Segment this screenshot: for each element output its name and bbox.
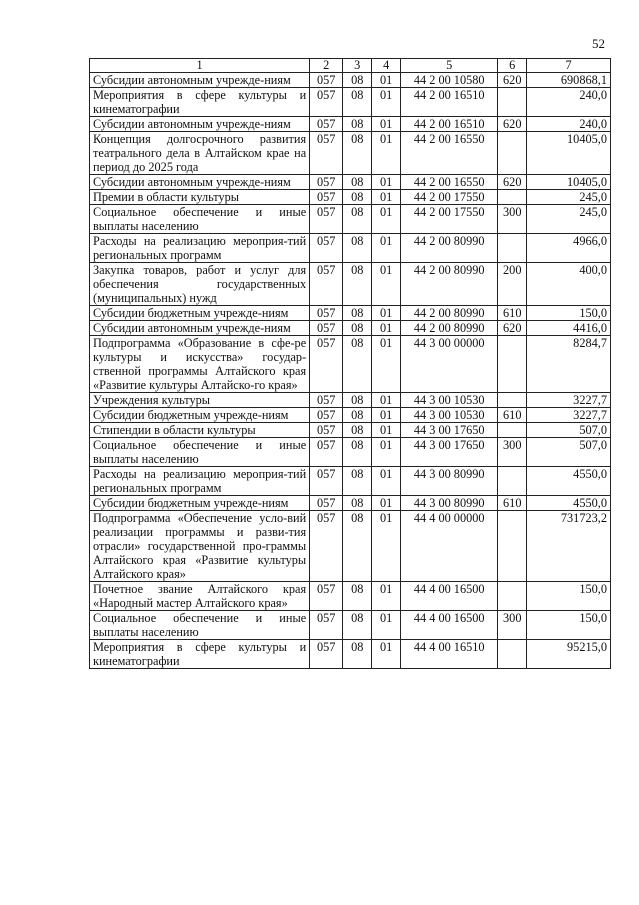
table-row	[90, 263, 611, 306]
page-number: 52	[592, 36, 605, 51]
target-article-code: 44 4 00 16500	[401, 611, 498, 640]
expense-type-code	[498, 132, 527, 175]
table-row	[90, 73, 611, 88]
subsection-code: 01	[372, 336, 401, 393]
expense-type-code: 620	[498, 175, 527, 190]
section-code: 08	[343, 582, 372, 611]
expense-type-code: 300	[498, 611, 527, 640]
table-row	[90, 640, 611, 669]
target-article-code: 44 3 00 10530	[401, 393, 498, 408]
subsection-code: 01	[372, 511, 401, 582]
subsection-code: 01	[372, 423, 401, 438]
table-row	[90, 132, 611, 175]
subsection-code: 01	[372, 117, 401, 132]
column-header: 2	[310, 59, 343, 73]
table-row	[90, 336, 611, 393]
amount: 10405,0	[527, 175, 611, 190]
table-row	[90, 205, 611, 234]
section-code: 08	[343, 393, 372, 408]
table-row	[90, 393, 611, 408]
target-article-code: 44 4 00 16500	[401, 582, 498, 611]
subsection-code: 01	[372, 205, 401, 234]
subsection-code: 01	[372, 321, 401, 336]
subsection-code: 01	[372, 496, 401, 511]
expense-type-code: 300	[498, 205, 527, 234]
ministry-code: 057	[310, 408, 343, 423]
table-row	[90, 190, 611, 205]
budget-table	[89, 58, 611, 669]
section-code: 08	[343, 175, 372, 190]
expense-type-code: 620	[498, 73, 527, 88]
target-article-code: 44 2 00 16510	[401, 88, 498, 117]
subsection-code: 01	[372, 175, 401, 190]
expense-type-code: 610	[498, 496, 527, 511]
item-name: Подпрограмма «Обеспечение усло-вий реализации программы и разви-тия отрасли» государственной про-граммы Алтайского края «Развитие культуры Алтайского края»	[90, 511, 310, 582]
item-name: Субсидии бюджетным учрежде-ниям	[90, 408, 310, 423]
item-name: Субсидии автономным учрежде-ниям	[90, 321, 310, 336]
section-code: 08	[343, 640, 372, 669]
subsection-code: 01	[372, 132, 401, 175]
item-name: Расходы на реализацию мероприя-тий региональных программ	[90, 467, 310, 496]
expense-type-code	[498, 234, 527, 263]
section-code: 08	[343, 73, 372, 88]
amount: 4550,0	[527, 467, 611, 496]
amount: 240,0	[527, 88, 611, 117]
amount: 507,0	[527, 438, 611, 467]
item-name: Социальное обеспечение и иные выплаты населению	[90, 205, 310, 234]
ministry-code: 057	[310, 88, 343, 117]
subsection-code: 01	[372, 611, 401, 640]
column-header: 7	[527, 59, 611, 73]
section-code: 08	[343, 190, 372, 205]
column-header: 6	[498, 59, 527, 73]
ministry-code: 057	[310, 234, 343, 263]
section-code: 08	[343, 321, 372, 336]
ministry-code: 057	[310, 175, 343, 190]
item-name: Мероприятия в сфере культуры и кинематографии	[90, 640, 310, 669]
target-article-code: 44 2 00 16550	[401, 175, 498, 190]
amount: 400,0	[527, 263, 611, 306]
target-article-code: 44 3 00 80990	[401, 467, 498, 496]
amount: 150,0	[527, 306, 611, 321]
table-row	[90, 467, 611, 496]
table-header-row	[90, 59, 611, 73]
ministry-code: 057	[310, 393, 343, 408]
section-code: 08	[343, 88, 372, 117]
amount: 150,0	[527, 611, 611, 640]
section-code: 08	[343, 611, 372, 640]
ministry-code: 057	[310, 640, 343, 669]
table-row	[90, 511, 611, 582]
item-name: Стипендии в области культуры	[90, 423, 310, 438]
column-header: 3	[343, 59, 372, 73]
section-code: 08	[343, 408, 372, 423]
section-code: 08	[343, 117, 372, 132]
ministry-code: 057	[310, 423, 343, 438]
amount: 4966,0	[527, 234, 611, 263]
section-code: 08	[343, 467, 372, 496]
ministry-code: 057	[310, 438, 343, 467]
item-name: Субсидии бюджетным учрежде-ниям	[90, 306, 310, 321]
target-article-code: 44 3 00 17650	[401, 423, 498, 438]
expense-type-code	[498, 190, 527, 205]
ministry-code: 057	[310, 336, 343, 393]
target-article-code: 44 4 00 16510	[401, 640, 498, 669]
item-name: Социальное обеспечение и иные выплаты населению	[90, 611, 310, 640]
expense-type-code	[498, 640, 527, 669]
section-code: 08	[343, 496, 372, 511]
amount: 245,0	[527, 190, 611, 205]
subsection-code: 01	[372, 467, 401, 496]
table-row	[90, 306, 611, 321]
amount: 240,0	[527, 117, 611, 132]
section-code: 08	[343, 205, 372, 234]
subsection-code: 01	[372, 263, 401, 306]
subsection-code: 01	[372, 408, 401, 423]
ministry-code: 057	[310, 496, 343, 511]
expense-type-code	[498, 88, 527, 117]
subsection-code: 01	[372, 190, 401, 205]
ministry-code: 057	[310, 582, 343, 611]
ministry-code: 057	[310, 205, 343, 234]
expense-type-code	[498, 393, 527, 408]
target-article-code: 44 3 00 80990	[401, 496, 498, 511]
ministry-code: 057	[310, 321, 343, 336]
table-row	[90, 582, 611, 611]
target-article-code: 44 3 00 10530	[401, 408, 498, 423]
target-article-code: 44 2 00 80990	[401, 234, 498, 263]
item-name: Субсидии автономным учрежде-ниям	[90, 117, 310, 132]
amount: 3227,7	[527, 393, 611, 408]
amount: 507,0	[527, 423, 611, 438]
ministry-code: 057	[310, 132, 343, 175]
item-name: Закупка товаров, работ и услуг для обеспечения государственных (муниципальных) нужд	[90, 263, 310, 306]
section-code: 08	[343, 511, 372, 582]
item-name: Учреждения культуры	[90, 393, 310, 408]
subsection-code: 01	[372, 73, 401, 88]
ministry-code: 057	[310, 117, 343, 132]
table-row	[90, 611, 611, 640]
expense-type-code: 300	[498, 438, 527, 467]
column-header: 4	[372, 59, 401, 73]
expense-type-code	[498, 511, 527, 582]
expense-type-code: 620	[498, 117, 527, 132]
ministry-code: 057	[310, 73, 343, 88]
amount: 3227,7	[527, 408, 611, 423]
subsection-code: 01	[372, 393, 401, 408]
item-name: Субсидии бюджетным учрежде-ниям	[90, 496, 310, 511]
subsection-code: 01	[372, 640, 401, 669]
target-article-code: 44 2 00 16550	[401, 132, 498, 175]
table-row	[90, 321, 611, 336]
amount: 8284,7	[527, 336, 611, 393]
ministry-code: 057	[310, 511, 343, 582]
column-header: 1	[90, 59, 310, 73]
target-article-code: 44 2 00 80990	[401, 263, 498, 306]
table-row	[90, 423, 611, 438]
table-row	[90, 408, 611, 423]
item-name: Субсидии автономным учрежде-ниям	[90, 175, 310, 190]
expense-type-code: 610	[498, 306, 527, 321]
table-row	[90, 88, 611, 117]
section-code: 08	[343, 306, 372, 321]
ministry-code: 057	[310, 467, 343, 496]
amount: 4550,0	[527, 496, 611, 511]
subsection-code: 01	[372, 234, 401, 263]
column-header: 5	[401, 59, 498, 73]
section-code: 08	[343, 263, 372, 306]
section-code: 08	[343, 336, 372, 393]
target-article-code: 44 3 00 00000	[401, 336, 498, 393]
amount: 150,0	[527, 582, 611, 611]
expense-type-code	[498, 336, 527, 393]
expense-type-code	[498, 467, 527, 496]
item-name: Концепция долгосрочного развития театрального дела в Алтайском крае на период до 2025 года	[90, 132, 310, 175]
target-article-code: 44 2 00 17550	[401, 190, 498, 205]
table-row	[90, 234, 611, 263]
table-row	[90, 175, 611, 190]
subsection-code: 01	[372, 88, 401, 117]
expense-type-code: 200	[498, 263, 527, 306]
item-name: Почетное звание Алтайского края «Народный мастер Алтайского края»	[90, 582, 310, 611]
table-row	[90, 496, 611, 511]
amount: 95215,0	[527, 640, 611, 669]
section-code: 08	[343, 132, 372, 175]
target-article-code: 44 4 00 00000	[401, 511, 498, 582]
amount: 245,0	[527, 205, 611, 234]
target-article-code: 44 2 00 10580	[401, 73, 498, 88]
amount: 10405,0	[527, 132, 611, 175]
item-name: Мероприятия в сфере культуры и кинематографии	[90, 88, 310, 117]
target-article-code: 44 2 00 80990	[401, 321, 498, 336]
item-name: Субсидии автономным учрежде-ниям	[90, 73, 310, 88]
item-name: Социальное обеспечение и иные выплаты населению	[90, 438, 310, 467]
table-row	[90, 438, 611, 467]
amount: 4416,0	[527, 321, 611, 336]
expense-type-code	[498, 423, 527, 438]
ministry-code: 057	[310, 190, 343, 205]
subsection-code: 01	[372, 306, 401, 321]
target-article-code: 44 2 00 16510	[401, 117, 498, 132]
target-article-code: 44 2 00 80990	[401, 306, 498, 321]
subsection-code: 01	[372, 582, 401, 611]
ministry-code: 057	[310, 306, 343, 321]
expense-type-code	[498, 582, 527, 611]
section-code: 08	[343, 234, 372, 263]
amount: 690868,1	[527, 73, 611, 88]
target-article-code: 44 3 00 17650	[401, 438, 498, 467]
amount: 731723,2	[527, 511, 611, 582]
target-article-code: 44 2 00 17550	[401, 205, 498, 234]
table-row	[90, 117, 611, 132]
ministry-code: 057	[310, 611, 343, 640]
expense-type-code: 610	[498, 408, 527, 423]
item-name: Подпрограмма «Образование в сфе-ре культуры и искусства» государ-ственной программы Алтайского края «Развитие культуры Алтайско-го края»	[90, 336, 310, 393]
subsection-code: 01	[372, 438, 401, 467]
section-code: 08	[343, 438, 372, 467]
section-code: 08	[343, 423, 372, 438]
ministry-code: 057	[310, 263, 343, 306]
item-name: Премии в области культуры	[90, 190, 310, 205]
item-name: Расходы на реализацию мероприя-тий региональных программ	[90, 234, 310, 263]
expense-type-code: 620	[498, 321, 527, 336]
